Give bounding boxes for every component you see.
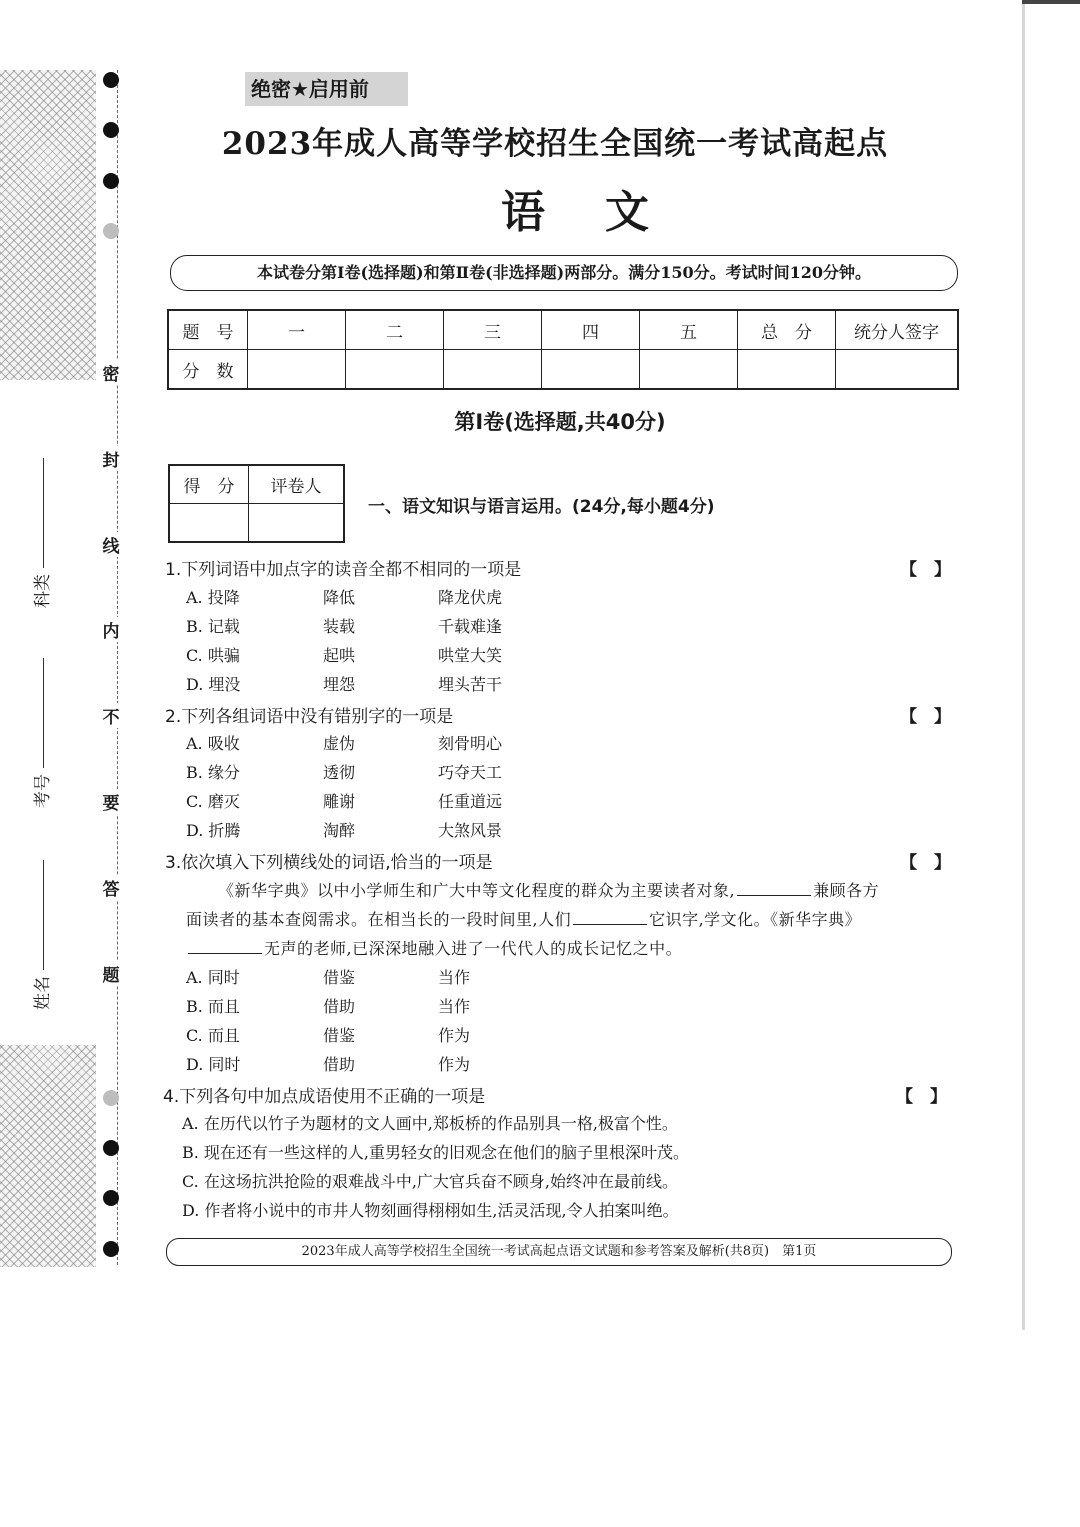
seal-char: 封 <box>100 446 122 471</box>
option-word: 雕谢 <box>323 792 356 811</box>
option-label: D. 埋没 <box>186 675 241 694</box>
field-exam-number-label: 考号 <box>33 774 53 808</box>
option-word: 借助 <box>323 997 356 1016</box>
option-label: A. 同时 <box>186 968 240 987</box>
seal-char: 不 <box>100 703 122 728</box>
answer-bracket[interactable]: 【 】 <box>900 560 951 580</box>
option-word: 淘醉 <box>323 821 356 840</box>
exam-notice: 本试卷分第Ⅰ卷(选择题)和第Ⅱ卷(非选择题)两部分。满分150分。考试时间120分钟。 <box>170 255 958 291</box>
score-header-cell: 二 <box>346 310 444 350</box>
answer-bracket[interactable]: 【 】 <box>900 853 951 873</box>
option-sentence: D. 作者将小说中的市井人物刻画得栩栩如生,活灵活现,令人拍案叫绝。 <box>182 1201 679 1220</box>
binding-hole <box>103 1190 119 1206</box>
option-word: 埋怨 <box>323 675 356 694</box>
option-label: B. 缘分 <box>186 763 240 782</box>
option-word: 借鉴 <box>323 968 356 987</box>
score-cell[interactable] <box>346 350 444 390</box>
fill-blank[interactable] <box>737 894 811 896</box>
binding-hole <box>103 1140 119 1156</box>
passage-line <box>186 936 682 959</box>
passage-text: 它识字,学文化。《新华字典》 <box>649 910 862 929</box>
passage-line <box>186 907 861 930</box>
option-sentence: C. 在这场抗洪抢险的艰难战斗中,广大官兵奋不顾身,始终冲在最前线。 <box>182 1172 679 1191</box>
option-label: A. 吸收 <box>186 734 240 753</box>
field-name[interactable] <box>28 860 53 1010</box>
score-header-cell: 四 <box>542 310 640 350</box>
seal-char: 题 <box>100 961 122 986</box>
option-word: 千载难逢 <box>438 617 503 636</box>
grader-score-cell[interactable] <box>169 504 249 543</box>
score-header-cell: 一 <box>248 310 346 350</box>
option-word: 哄堂大笑 <box>438 646 503 665</box>
option-word: 借鉴 <box>323 1026 356 1045</box>
option-label: D. 折腾 <box>186 821 241 840</box>
seal-char: 线 <box>100 532 122 557</box>
question-stem: 1.下列词语中加点字的读音全都不相同的一项是 <box>165 560 522 580</box>
confidential-stamp: 绝密★启用前 <box>245 72 408 106</box>
grader-name-label: 评卷人 <box>249 465 345 504</box>
grader-score-label: 得 分 <box>169 465 249 504</box>
option-label: C. 磨灭 <box>186 792 240 811</box>
seal-char: 要 <box>100 789 122 814</box>
option-word: 埋头苦干 <box>438 675 503 694</box>
exam-title: 2023年成人高等学校招生全国统一考试高起点 <box>221 126 889 162</box>
passage-text: 《新华字典》以中小学师生和广大中等文化程度的群众为主要读者对象, <box>218 881 736 900</box>
binding-hole <box>103 122 119 138</box>
question-stem: 3.依次填入下列横线处的词语,恰当的一项是 <box>165 853 493 873</box>
option-sentence: A. 在历代以竹子为题材的文人画中,郑板桥的作品别具一格,极富个性。 <box>182 1114 678 1133</box>
option-label: A. 投降 <box>186 588 240 607</box>
score-header-cell: 五 <box>640 310 738 350</box>
field-exam-number[interactable] <box>28 658 53 808</box>
option-word: 透彻 <box>323 763 356 782</box>
field-category[interactable] <box>28 458 53 608</box>
binding-hatch-top <box>0 70 96 380</box>
option-word: 起哄 <box>323 646 356 665</box>
score-cell[interactable] <box>542 350 640 390</box>
option-label: C. 而且 <box>186 1026 240 1045</box>
binding-hole <box>103 1090 119 1106</box>
field-category-label: 科类 <box>33 574 53 608</box>
page-edge-corner <box>1022 0 1080 4</box>
score-cell[interactable] <box>738 350 836 390</box>
option-label: B. 而且 <box>186 997 240 1016</box>
binding-hatch-bottom <box>0 1045 96 1267</box>
binding-hole <box>103 72 119 88</box>
answer-bracket[interactable]: 【 】 <box>896 1087 947 1107</box>
option-label: B. 记载 <box>186 617 240 636</box>
option-label: D. 同时 <box>186 1055 241 1074</box>
score-header-cell: 题 号 <box>168 310 248 350</box>
fill-blank[interactable] <box>573 923 647 925</box>
question-stem: 2.下列各组词语中没有错别字的一项是 <box>165 707 454 727</box>
score-table-header-row <box>168 310 958 350</box>
option-word: 装载 <box>323 617 356 636</box>
option-word: 作为 <box>438 1026 471 1045</box>
question-stem: 4.下列各句中加点成语使用不正确的一项是 <box>163 1087 486 1107</box>
option-label: C. 哄骗 <box>186 646 240 665</box>
option-word: 大煞风景 <box>438 821 503 840</box>
passage-text: 无声的老师,已深深地融入进了一代代人的成长记忆之中。 <box>264 939 683 958</box>
score-cell[interactable] <box>248 350 346 390</box>
option-word: 当作 <box>438 968 471 987</box>
option-word: 任重道远 <box>438 792 503 811</box>
answer-bracket[interactable]: 【 】 <box>900 707 951 727</box>
binding-dashed-line <box>117 70 118 1265</box>
option-word: 降龙伏虎 <box>438 588 503 607</box>
option-word: 巧夺天工 <box>438 763 503 782</box>
score-table <box>167 309 959 390</box>
part-heading: 一、语文知识与语言运用。(24分,每小题4分) <box>368 497 715 517</box>
score-table-value-row <box>168 350 958 390</box>
seal-char: 密 <box>100 360 122 385</box>
option-word: 降低 <box>323 588 356 607</box>
score-header-cell: 总 分 <box>738 310 836 350</box>
grader-name-cell[interactable] <box>249 504 345 543</box>
option-word: 当作 <box>438 997 471 1016</box>
option-word: 刻骨明心 <box>438 734 503 753</box>
section-title: 第Ⅰ卷(选择题,共40分) <box>454 410 666 434</box>
binding-hole <box>103 1241 119 1257</box>
passage-line <box>218 878 879 901</box>
score-header-cell: 三 <box>444 310 542 350</box>
page-footer: 2023年成人高等学校招生全国统一考试高起点语文试题和参考答案及解析(共8页) 第1页 <box>166 1238 952 1266</box>
option-sentence: B. 现在还有一些这样的人,重男轻女的旧观念在他们的脑子里根深叶茂。 <box>182 1143 690 1162</box>
grader-box <box>168 464 345 543</box>
option-word: 作为 <box>438 1055 471 1074</box>
binding-hole <box>103 223 119 239</box>
score-row-label: 分 数 <box>168 350 248 390</box>
score-cell[interactable] <box>640 350 738 390</box>
option-word: 虚伪 <box>323 734 356 753</box>
seal-char: 内 <box>100 617 122 642</box>
passage-text: 兼顾各方 <box>813 881 880 900</box>
passage-text: 面读者的基本查阅需求。在相当长的一段时间里,人们 <box>186 910 572 929</box>
fill-blank[interactable] <box>188 952 262 954</box>
subject-title: 语文 <box>501 187 709 238</box>
option-word: 借助 <box>323 1055 356 1074</box>
score-cell[interactable] <box>444 350 542 390</box>
binding-hole <box>103 173 119 189</box>
score-header-cell: 统分人签字 <box>836 310 959 350</box>
seal-char: 答 <box>100 875 122 900</box>
field-name-label: 姓名 <box>33 976 53 1010</box>
score-cell[interactable] <box>836 350 959 390</box>
